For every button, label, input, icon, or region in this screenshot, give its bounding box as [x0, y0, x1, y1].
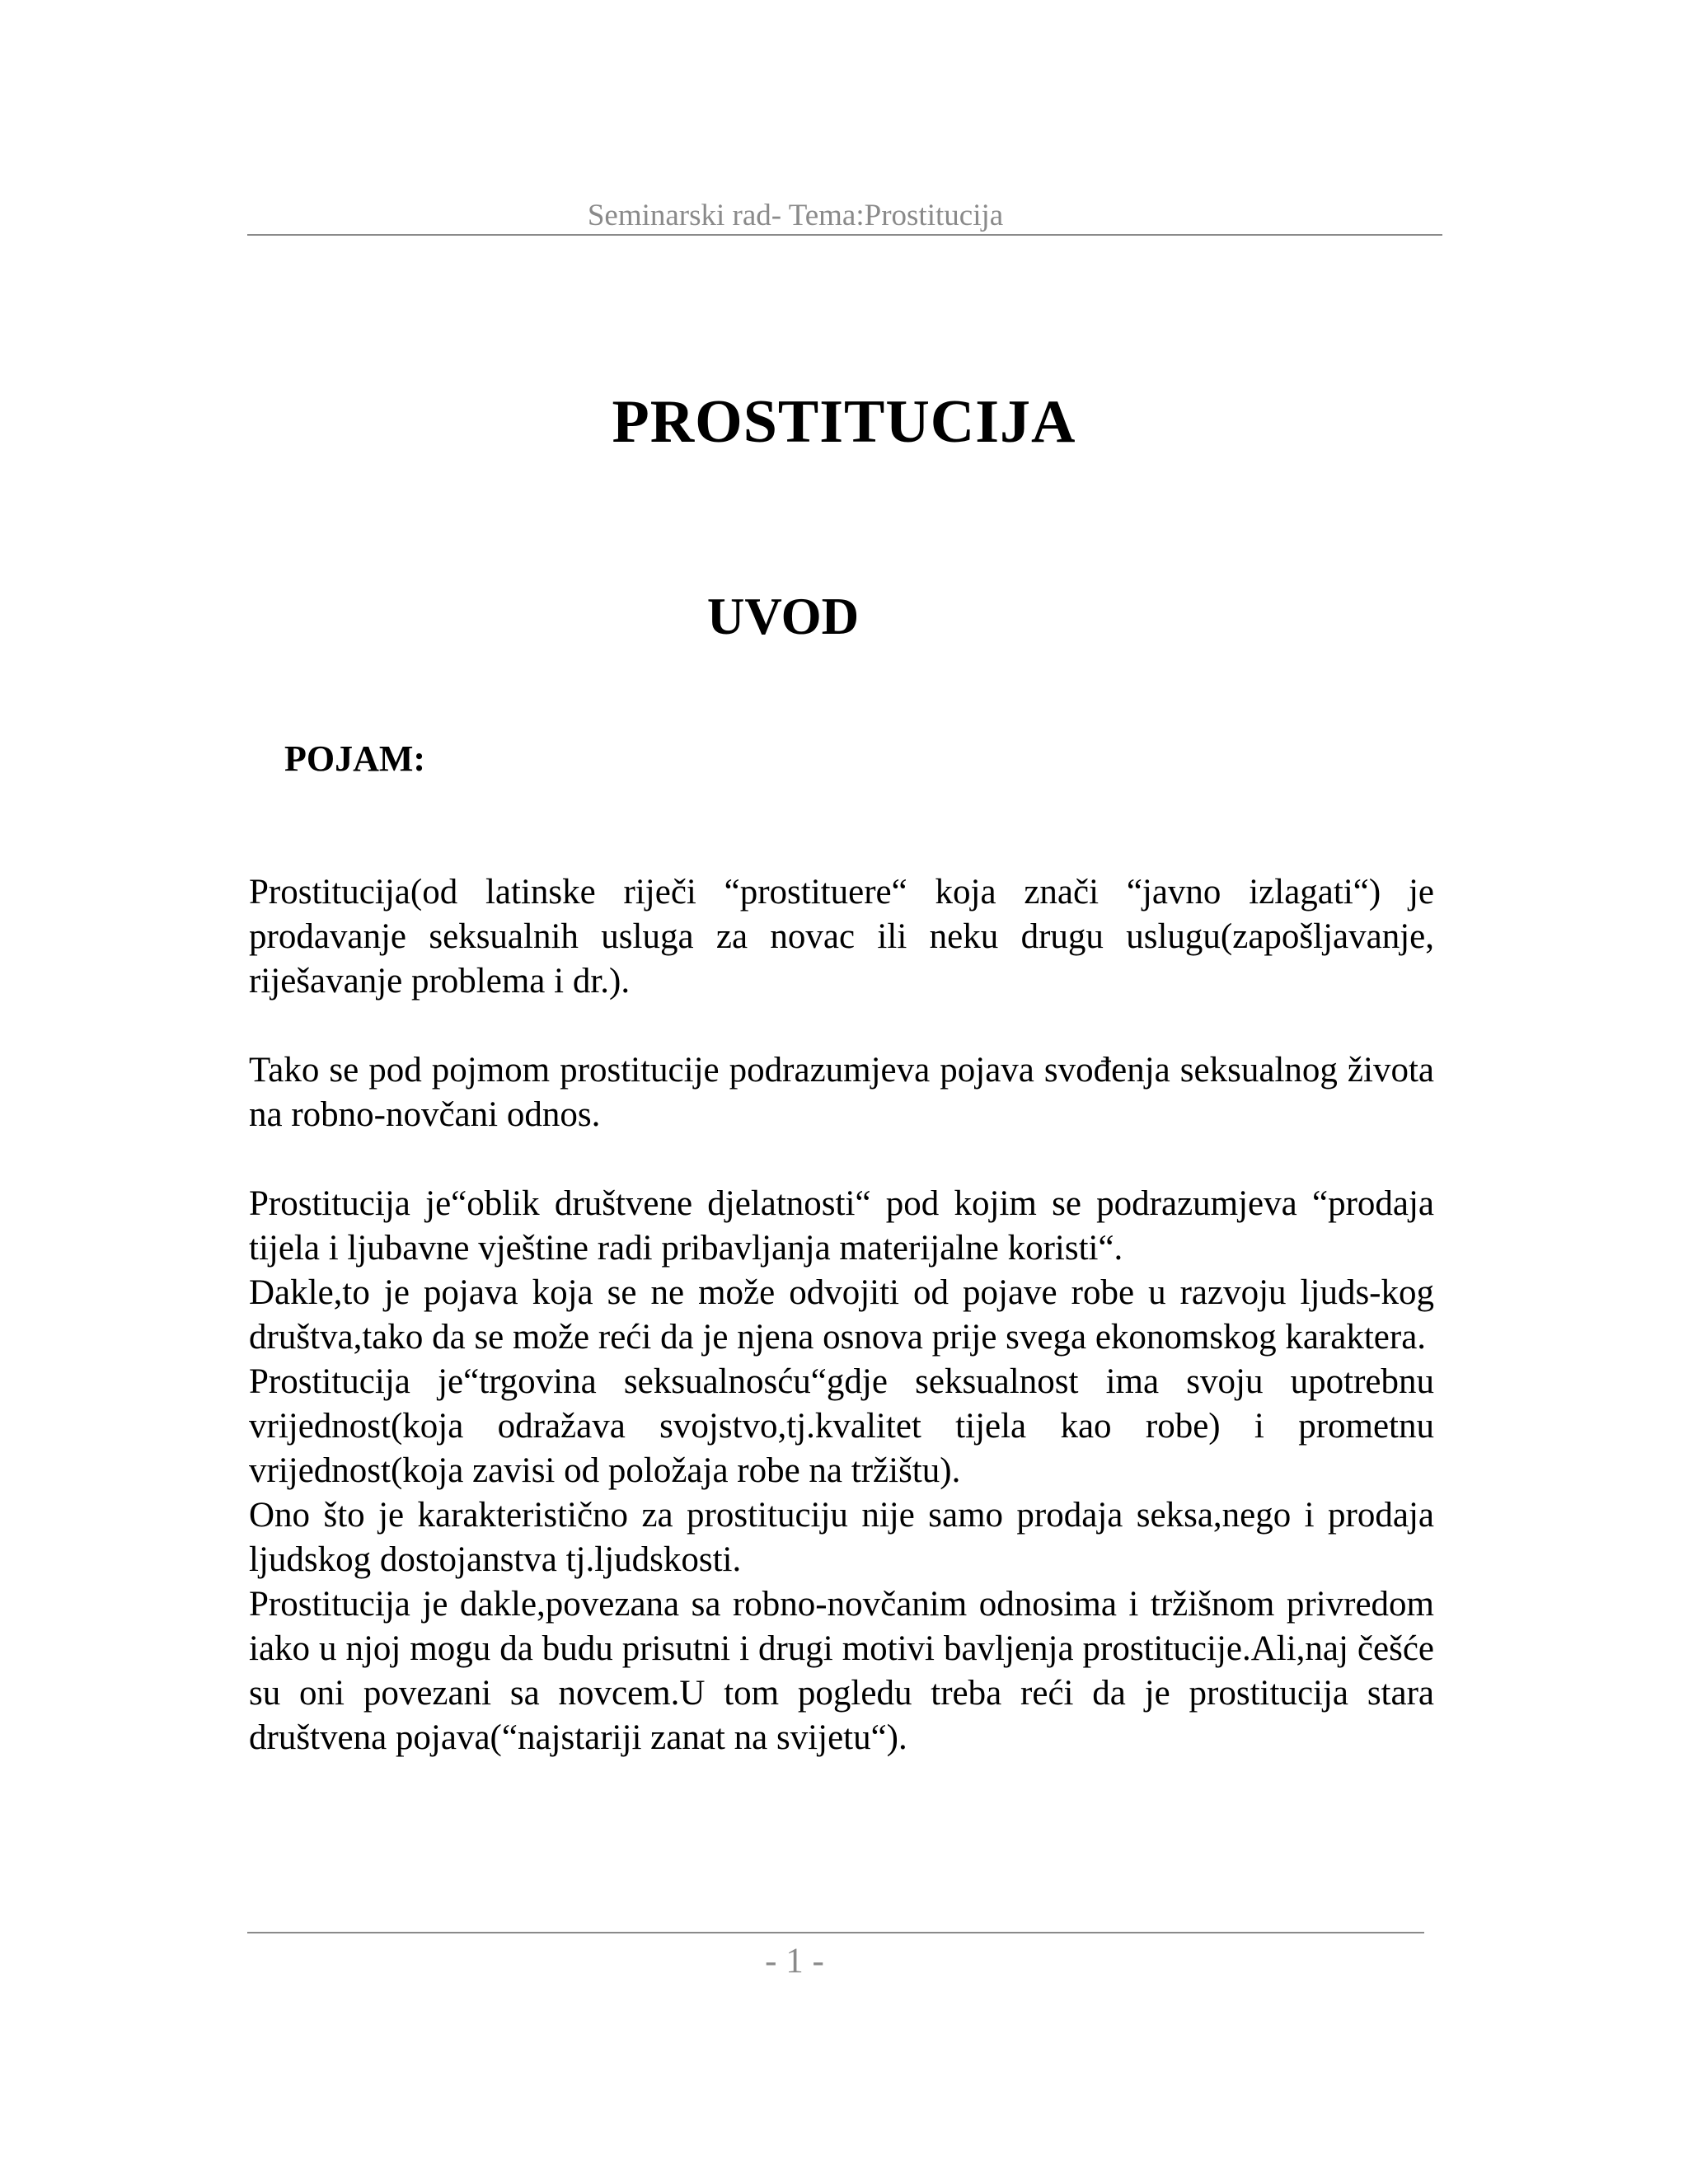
subsection-heading-pojam: POJAM: [284, 738, 426, 779]
page-header [247, 198, 1442, 236]
paragraph: Prostitucija je dakle,povezana sa robno-novčanim odnosima i tržišnom privredom iako u njoj mogu da budu prisutni i drugi motivi bavljenja prostitucije.Ali,naj češće su oni povezani sa novcem.U tom pogledu treba reći da je prostitucija stara društvena pojava(“najstariji zanat na svijetu“). [249, 1585, 1434, 1757]
section-heading-uvod: UVOD [706, 588, 860, 645]
footer-divider [247, 1932, 1424, 1933]
paragraph: Prostitucija(od latinske riječi “prostituere“ koja znači “javno izlagati“) je prodavanje seksualnih usluga za novac ili neku drugu uslugu(zapošljavanje, riješavanje problema i dr.). [249, 873, 1434, 1001]
paragraph: Dakle,to je pojava koja se ne može odvojiti od pojave robe u razvoju ljuds-kog društva,tako da se može reći da je njena osnova prije svega ekonomskog karaktera. [249, 1273, 1434, 1357]
document-title: PROSTITUCIJA [612, 388, 1076, 456]
header-text: Seminarski rad- Tema:Prostitucija [587, 199, 1004, 232]
paragraph: Prostitucija je“trgovina seksualnosću“gdje seksualnost ima svoju upotrebnu vrijednost(koja odražava svojstvo,tj.kvalitet tijela kao robe) i prometnu vrijednost(koja zavisi od položaja robe na tržištu). [249, 1362, 1434, 1490]
paragraph: Ono što je karakteristično za prostituciju nije samo prodaja seksa,nego i prodaja ljudskog dostojanstva tj.ljudskosti. [249, 1496, 1434, 1579]
page-number: - 1 - [765, 1942, 824, 1980]
paragraph: Tako se pod pojmom prostitucije podrazumjeva pojava svođenja seksualnog života na robno-novčani odnos. [249, 1051, 1434, 1134]
paragraph: Prostitucija je“oblik društvene djelatnosti“ pod kojim se podrazumjeva “prodaja tijela i ljubavne vještine radi pribavljanja materijalne koristi“. [249, 1184, 1434, 1268]
body-text [249, 870, 1434, 1760]
